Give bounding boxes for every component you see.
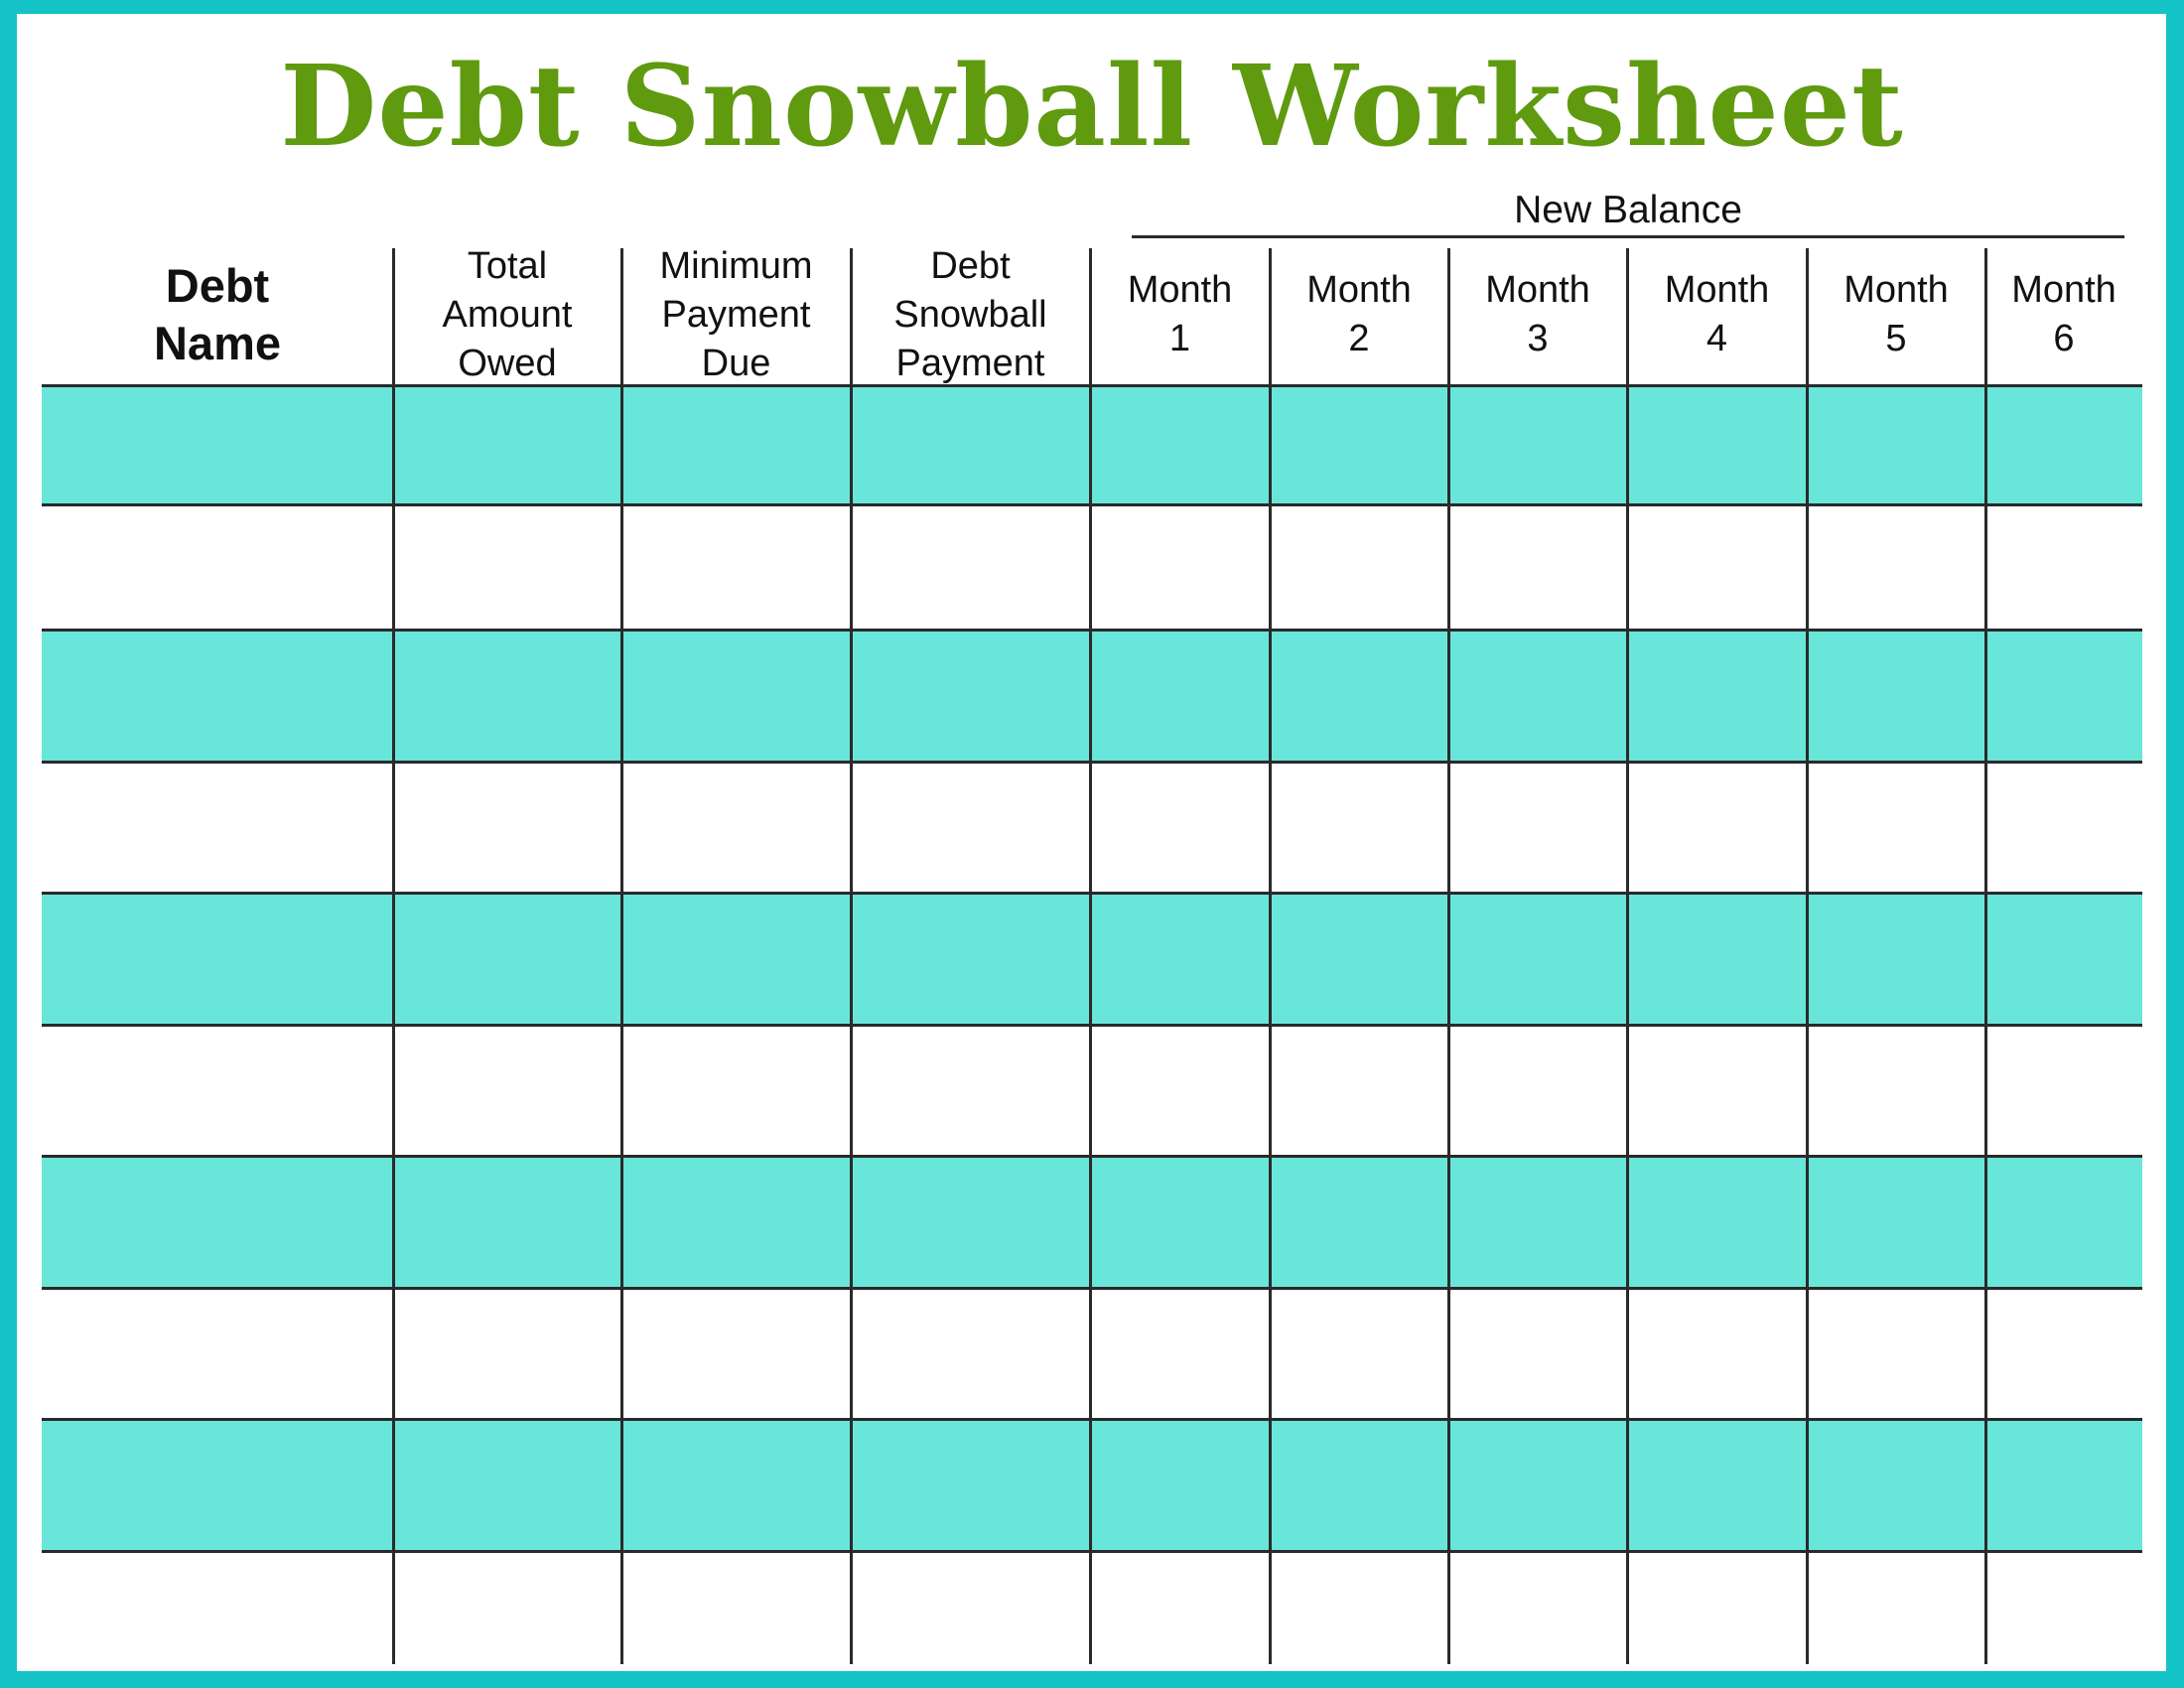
table-cell-month-4[interactable] [1627, 385, 1807, 504]
table-cell-min-payment[interactable] [621, 504, 851, 630]
column-divider [1984, 248, 1987, 1664]
table-cell-debt-name[interactable] [42, 630, 393, 762]
table-cell-min-payment[interactable] [621, 1419, 851, 1551]
table-cell-min-payment[interactable] [621, 893, 851, 1025]
table-cell-month-5[interactable] [1807, 385, 1985, 504]
table-cell-snowball-payment[interactable] [851, 762, 1090, 893]
table-cell-snowball-payment[interactable] [851, 1551, 1090, 1664]
table-cell-debt-name[interactable] [42, 385, 393, 504]
table-cell-total-owed[interactable] [393, 630, 621, 762]
column-divider [1447, 248, 1450, 1664]
row-divider [42, 1550, 2142, 1553]
table-cell-month-5[interactable] [1807, 762, 1985, 893]
table-cell-month-4[interactable] [1627, 1156, 1807, 1288]
column-divider [392, 248, 395, 1664]
column-header-snowball-payment: Debt Snowball Payment [893, 244, 1047, 384]
table-cell-min-payment[interactable] [621, 385, 851, 504]
table-cell-month-1[interactable] [1090, 1025, 1270, 1156]
table-cell-total-owed[interactable] [393, 1025, 621, 1156]
table-cell-month-1[interactable] [1090, 1551, 1270, 1664]
table-cell-min-payment[interactable] [621, 762, 851, 893]
debt-snowball-table [42, 189, 2142, 1660]
table-cell-month-5[interactable] [1807, 1025, 1985, 1156]
table-cell-month-4[interactable] [1627, 1288, 1807, 1419]
table-cell-min-payment[interactable] [621, 1551, 851, 1664]
column-header-month-5: Month 5 [1843, 269, 1949, 359]
table-cell-snowball-payment[interactable] [851, 1419, 1090, 1551]
table-cell-month-5[interactable] [1807, 1419, 1985, 1551]
column-header-min-payment: Minimum Payment Due [659, 244, 813, 384]
table-cell-snowball-payment[interactable] [851, 893, 1090, 1025]
table-cell-snowball-payment[interactable] [851, 630, 1090, 762]
table-cell-total-owed[interactable] [393, 762, 621, 893]
table-cell-month-3[interactable] [1448, 630, 1627, 762]
page-title: Debt Snowball Worksheet [280, 42, 1904, 172]
column-header-debt-name: Debt Name [153, 259, 281, 369]
table-cell-snowball-payment[interactable] [851, 1288, 1090, 1419]
column-divider [1269, 248, 1272, 1664]
table-cell-month-1[interactable] [1090, 893, 1270, 1025]
row-divider [42, 892, 2142, 895]
table-cell-total-owed[interactable] [393, 1551, 621, 1664]
column-header-month-6: Month 6 [2011, 269, 2116, 359]
table-cell-month-2[interactable] [1270, 504, 1448, 630]
table-cell-debt-name[interactable] [42, 504, 393, 630]
table-cell-total-owed[interactable] [393, 504, 621, 630]
column-header-month-3: Month 3 [1485, 269, 1590, 359]
row-divider [42, 1418, 2142, 1421]
table-cell-month-4[interactable] [1627, 630, 1807, 762]
table-cell-month-6[interactable] [1985, 1551, 2142, 1664]
table-cell-month-4[interactable] [1627, 1025, 1807, 1156]
table-cell-month-5[interactable] [1807, 504, 1985, 630]
table-cell-snowball-payment[interactable] [851, 385, 1090, 504]
table-cell-month-1[interactable] [1090, 1419, 1270, 1551]
table-cell-month-4[interactable] [1627, 504, 1807, 630]
table-cell-month-5[interactable] [1807, 1288, 1985, 1419]
table-cell-month-5[interactable] [1807, 893, 1985, 1025]
column-divider [1626, 248, 1629, 1664]
table-cell-month-6[interactable] [1985, 893, 2142, 1025]
column-divider [850, 248, 853, 1664]
row-divider [42, 503, 2142, 506]
column-header-month-2: Month 2 [1306, 269, 1412, 359]
table-cell-snowball-payment[interactable] [851, 504, 1090, 630]
table-cell-month-2[interactable] [1270, 1156, 1448, 1288]
table-cell-month-3[interactable] [1448, 1288, 1627, 1419]
table-cell-month-3[interactable] [1448, 1025, 1627, 1156]
table-cell-debt-name[interactable] [42, 1288, 393, 1419]
table-cell-snowball-payment[interactable] [851, 1025, 1090, 1156]
table-cell-min-payment[interactable] [621, 1288, 851, 1419]
table-cell-month-3[interactable] [1448, 1551, 1627, 1664]
column-divider [1806, 248, 1809, 1664]
table-cell-month-2[interactable] [1270, 1551, 1448, 1664]
table-cell-month-4[interactable] [1627, 1551, 1807, 1664]
table-cell-month-1[interactable] [1090, 385, 1270, 504]
table-cell-debt-name[interactable] [42, 1025, 393, 1156]
column-divider [1089, 248, 1092, 1664]
table-cell-debt-name[interactable] [42, 1156, 393, 1288]
row-divider [42, 761, 2142, 764]
table-cell-month-6[interactable] [1985, 504, 2142, 630]
row-divider [42, 629, 2142, 632]
table-cell-month-3[interactable] [1448, 504, 1627, 630]
table-cell-month-5[interactable] [1807, 1156, 1985, 1288]
table-cell-month-5[interactable] [1807, 630, 1985, 762]
row-divider [42, 1287, 2142, 1290]
table-cell-total-owed[interactable] [393, 1288, 621, 1419]
table-cell-month-2[interactable] [1270, 1288, 1448, 1419]
table-cell-snowball-payment[interactable] [851, 1156, 1090, 1288]
table-cell-min-payment[interactable] [621, 1025, 851, 1156]
table-cell-total-owed[interactable] [393, 385, 621, 504]
table-cell-debt-name[interactable] [42, 1419, 393, 1551]
table-cell-month-4[interactable] [1627, 1419, 1807, 1551]
table-cell-month-1[interactable] [1090, 504, 1270, 630]
table-cell-month-3[interactable] [1448, 762, 1627, 893]
table-cell-month-6[interactable] [1985, 762, 2142, 893]
table-cell-min-payment[interactable] [621, 630, 851, 762]
table-cell-month-3[interactable] [1448, 1156, 1627, 1288]
table-cell-total-owed[interactable] [393, 1419, 621, 1551]
table-cell-month-2[interactable] [1270, 893, 1448, 1025]
table-cell-debt-name[interactable] [42, 1551, 393, 1664]
table-cell-month-2[interactable] [1270, 1025, 1448, 1156]
column-divider [620, 248, 623, 1664]
table-cell-month-6[interactable] [1985, 1025, 2142, 1156]
column-header-month-4: Month 4 [1664, 269, 1770, 359]
new-balance-group-header: New Balance [1514, 189, 1742, 231]
row-divider [42, 1024, 2142, 1027]
row-divider [42, 1155, 2142, 1158]
table-cell-month-5[interactable] [1807, 1551, 1985, 1664]
table-cell-month-6[interactable] [1985, 1419, 2142, 1551]
table-cell-month-3[interactable] [1448, 893, 1627, 1025]
table-cell-total-owed[interactable] [393, 893, 621, 1025]
table-cell-month-6[interactable] [1985, 385, 2142, 504]
table-cell-month-4[interactable] [1627, 893, 1807, 1025]
table-cell-month-1[interactable] [1090, 1156, 1270, 1288]
table-cell-month-1[interactable] [1090, 762, 1270, 893]
table-cell-month-6[interactable] [1985, 630, 2142, 762]
table-cell-debt-name[interactable] [42, 762, 393, 893]
new-balance-rule [1132, 235, 2124, 238]
table-cell-month-3[interactable] [1448, 1419, 1627, 1551]
table-cell-month-3[interactable] [1448, 385, 1627, 504]
table-cell-month-2[interactable] [1270, 630, 1448, 762]
table-cell-month-6[interactable] [1985, 1156, 2142, 1288]
table-cell-month-2[interactable] [1270, 1419, 1448, 1551]
column-header-total-owed: Total Amount Owed [442, 244, 573, 384]
table-cell-month-2[interactable] [1270, 762, 1448, 893]
table-cell-total-owed[interactable] [393, 1156, 621, 1288]
table-cell-min-payment[interactable] [621, 1156, 851, 1288]
table-cell-month-2[interactable] [1270, 385, 1448, 504]
table-cell-month-1[interactable] [1090, 1288, 1270, 1419]
table-cell-month-4[interactable] [1627, 762, 1807, 893]
column-header-month-1: Month 1 [1127, 269, 1233, 359]
table-cell-month-1[interactable] [1090, 630, 1270, 762]
table-cell-month-6[interactable] [1985, 1288, 2142, 1419]
table-cell-debt-name[interactable] [42, 893, 393, 1025]
